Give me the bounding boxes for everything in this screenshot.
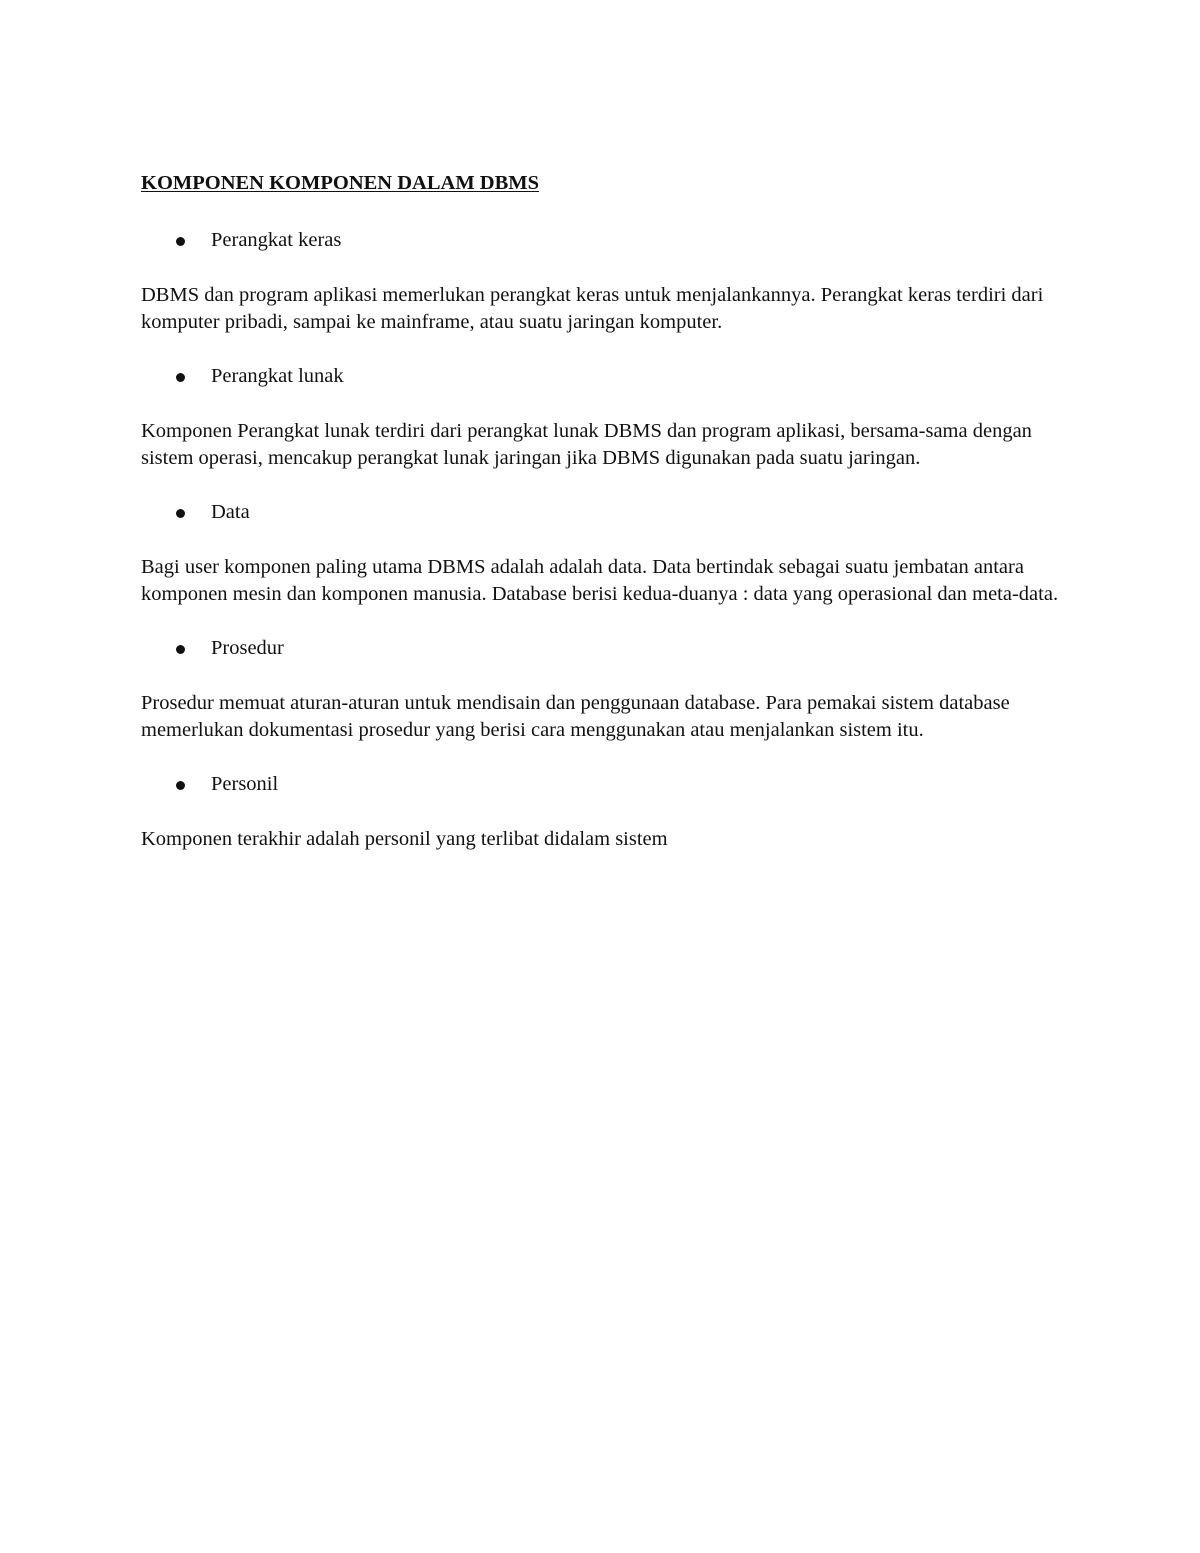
bullet-item-perangkat-lunak <box>141 363 1061 390</box>
paragraph-perangkat-keras: DBMS dan program aplikasi memerlukan perangkat keras untuk menjalankannya. Perangkat keras terdiri dari komputer pribadi, sampai ke mainframe, atau suatu jaringan komputer. <box>141 284 1044 333</box>
paragraph-prosedur: Prosedur memuat aturan-aturan untuk mendisain dan penggunaan database. Para pemakai sistem database memerlukan dokumentasi prosedur yang berisi cara menggunakan atau menjalankan sistem itu. <box>141 692 1010 741</box>
bullet-dot-icon <box>176 781 185 790</box>
paragraph-perangkat-lunak: Komponen Perangkat lunak terdiri dari perangkat lunak DBMS dan program aplikasi, bersama-sama dengan sistem operasi, mencakup perangkat lunak jaringan jika DBMS digunakan pada suatu jaringan. <box>141 420 1032 469</box>
bullet-label: Perangkat keras <box>211 229 342 251</box>
bullet-item-data <box>141 499 1061 526</box>
bullet-item-personil <box>141 771 1061 798</box>
bullet-dot-icon <box>176 509 185 518</box>
bullet-label: Data <box>211 501 250 523</box>
bullet-item-perangkat-keras <box>141 227 1061 254</box>
bullet-dot-icon <box>176 645 185 654</box>
bullet-dot-icon <box>176 237 185 246</box>
bullet-label: Prosedur <box>211 637 284 659</box>
document-content <box>141 170 1061 853</box>
bullet-label: Perangkat lunak <box>211 365 344 387</box>
document-title: KOMPONEN KOMPONEN DALAM DBMS <box>141 172 540 194</box>
bullet-label: Personil <box>211 773 279 795</box>
paragraph-data: Bagi user komponen paling utama DBMS adalah adalah data. Data bertindak sebagai suatu jembatan antara komponen mesin dan komponen manusia. Database berisi kedua-duanya : data yang operasional dan meta-data. <box>141 556 1059 605</box>
paragraph-personil: Komponen terakhir adalah personil yang terlibat didalam sistem <box>141 828 668 850</box>
bullet-item-prosedur <box>141 635 1061 662</box>
bullet-dot-icon <box>176 373 185 382</box>
